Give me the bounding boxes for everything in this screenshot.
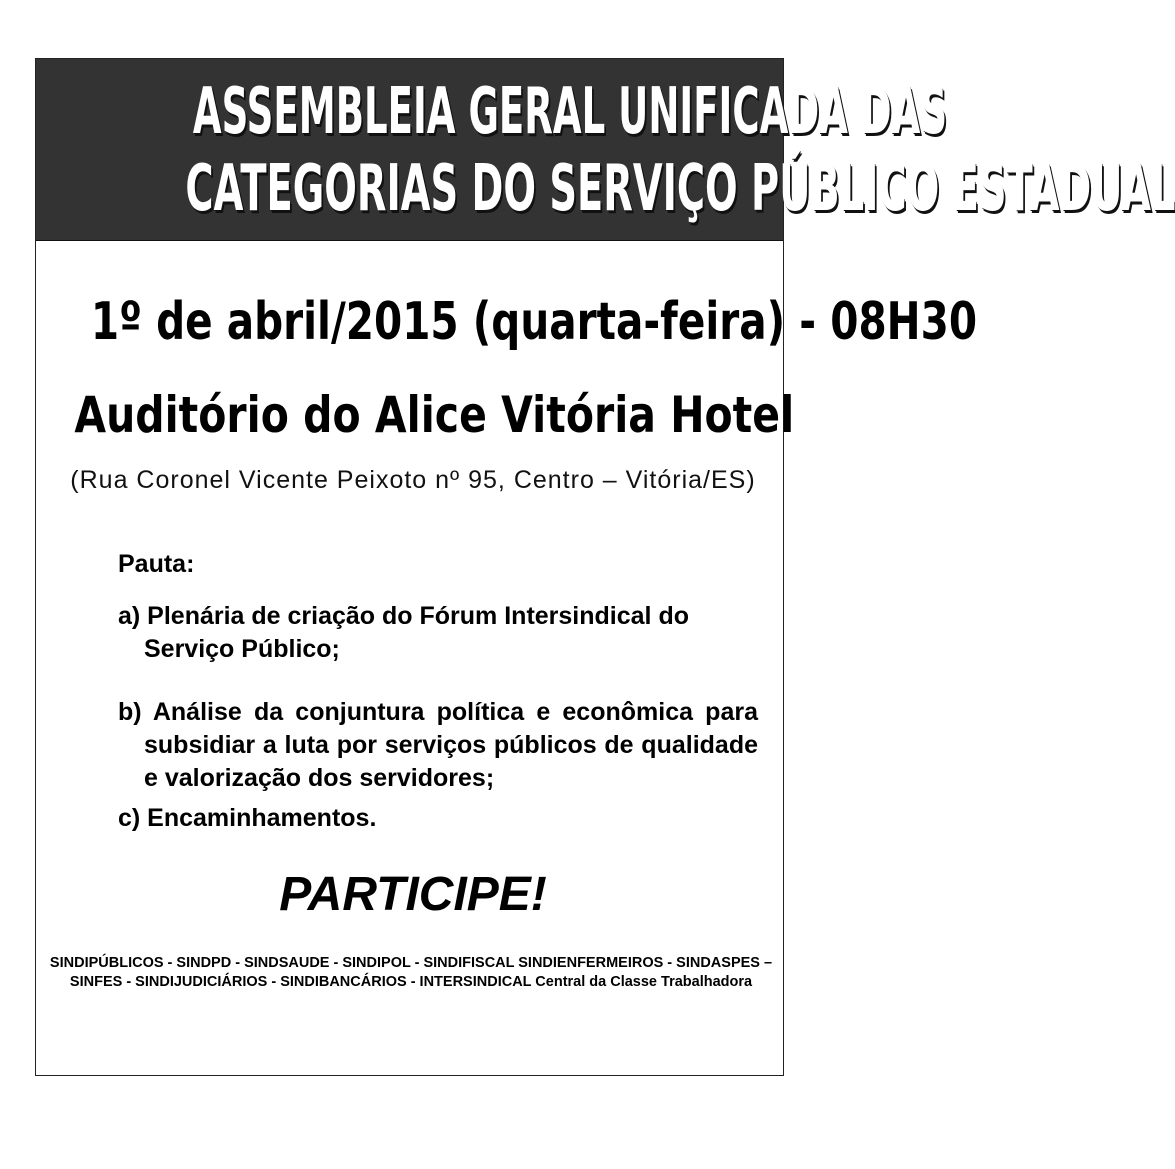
agenda-item-b: b) Análise da conjuntura política e econômica para subsidiar a luta por serviços públicos de qualidade e valorização dos servidores; — [118, 698, 758, 792]
event-venue: Auditório do Alice Vitória Hotel — [74, 386, 795, 444]
agenda-item-c: c) Encaminhamentos. — [118, 804, 377, 832]
agenda-heading: Pauta: — [118, 550, 195, 578]
event-address: (Rua Coronel Vicente Peixoto nº 95, Centro – Vitória/ES) — [70, 466, 756, 494]
title-banner — [36, 59, 1175, 241]
event-date-time: 1º de abril/2015 (quarta-feira) - 08H30 — [90, 292, 978, 352]
banner-title-line-2: CATEGORIAS DO SERVIÇO PÚBLICO ESTADUAL — [185, 152, 1175, 226]
agenda-item-a: a) Plenária de criação do Fórum Intersindical do Serviço Público; — [118, 602, 689, 663]
call-to-action: PARTICIPE! — [279, 868, 547, 921]
banner-title-line-1: ASSEMBLEIA GERAL UNIFICADA DAS — [192, 75, 948, 149]
organizations-footer: SINDIPÚBLICOS - SINDPD - SINDSAUDE - SINDIPOL - SINDIFISCAL SINDIENFERMEIROS - SINDASPES – SINFES - SINDIJUDICIÁRIOS - SINDIBANCÁRIOS - INTERSINDICAL Central da Classe Trabalhadora — [49, 955, 773, 990]
